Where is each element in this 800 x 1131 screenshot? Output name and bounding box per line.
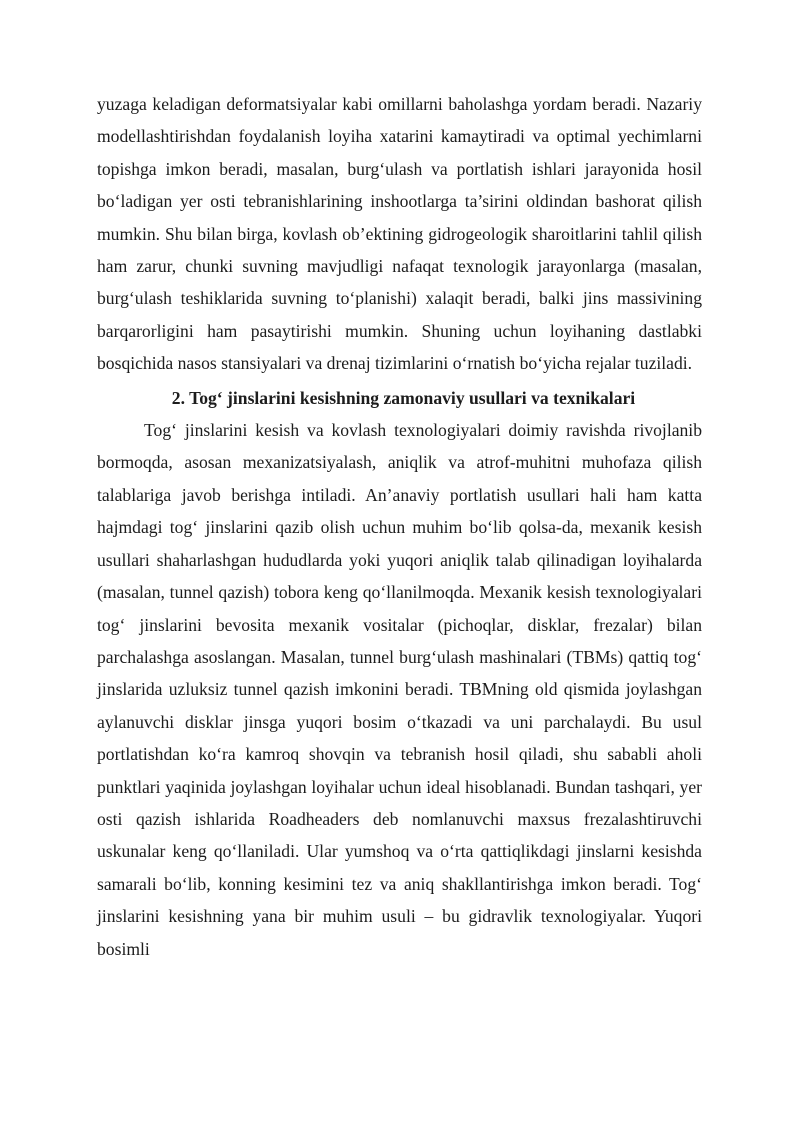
body-paragraph: yuzaga keladigan deformatsiyalar kabi omillarni baholashga yordam beradi. Nazariy modellashtirishdan foydalanish loyiha xatarini kamaytiradi va optimal yechimlarni topishga imkon beradi, masalan, burg‘ulash va portlatish ishlari jarayonida hosil bo‘ladigan yer osti tebranishlarining inshootlarga ta’sirini oldindan bashorat qilish mumkin. Shu bilan birga, kovlash ob’ektining gidrogeologik sharoitlarini tahlil qilish ham zarur, chunki suvning mavjudligi nafaqat texnologik jarayonlarga (masalan, burg‘ulash teshiklarida suvning to‘planishi) xalaqit beradi, balki jins massivining barqarorligini ham pasaytirishi mumkin. Shuning uchun loyihaning dastlabki bosqichida nasos stansiyalari va drenaj tizimlarini o‘rnatish bo‘yicha rejalar tuziladi. [97,94,702,374]
body-paragraph: Tog‘ jinslarini kesish va kovlash texnologiyalari doimiy ravishda rivojlanib bormoqda, asosan mexanizatsiyalash, aniqlik va atrof-muhitni muhofaza qilish talablariga javob berishga intiladi. An’anaviy portlatish usullari hali ham katta hajmdagi tog‘ jinslarini qazib olish uchun muhim bo‘lib qolsa-da, mexanik kesish usullari shaharlashgan hududlarda yoki yuqori aniqlik talab qilinadigan loyihalarda (masalan, tunnel qazish) tobora keng qo‘llanilmoqda. Mexanik kesish texnologiyalari tog‘ jinslarini bevosita mexanik vositalar (pichoqlar, disklar, frezalar) bilan parchalashga asoslangan. Masalan, tunnel burg‘ulash mashinalari (TBMs) qattiq tog‘ jinslarida uzluksiz tunnel qazish imkonini beradi. TBMning old qismida joylashgan aylanuvchi disklar jinsga yuqori bosim o‘tkazadi va uni parchalaydi. Bu usul portlatishdan ko‘ra kamroq shovqin va tebranish hosil qiladi, shu sababli aholi punktlari yaqinida joylashgan loyihalar uchun ideal hisoblanadi. Bundan tashqari, yer osti qazish ishlarida Roadheaders deb nomlanuvchi maxsus frezalashtiruvchi uskunalar keng qo‘llaniladi. Ular yumshoq va o‘rta qattiqlikdagi jinslarni kesishda samarali bo‘lib, konning kesimini tez va aniq shakllantirishga imkon beradi. Tog‘ jinslarini kesishning yana bir muhim usuli – bu gidravlik texnologiyalar. Yuqori bosimli [97,420,702,959]
section-heading: 2. Tog‘ jinslarini kesishning zamonaviy usullari va texnikalari [171,387,636,408]
